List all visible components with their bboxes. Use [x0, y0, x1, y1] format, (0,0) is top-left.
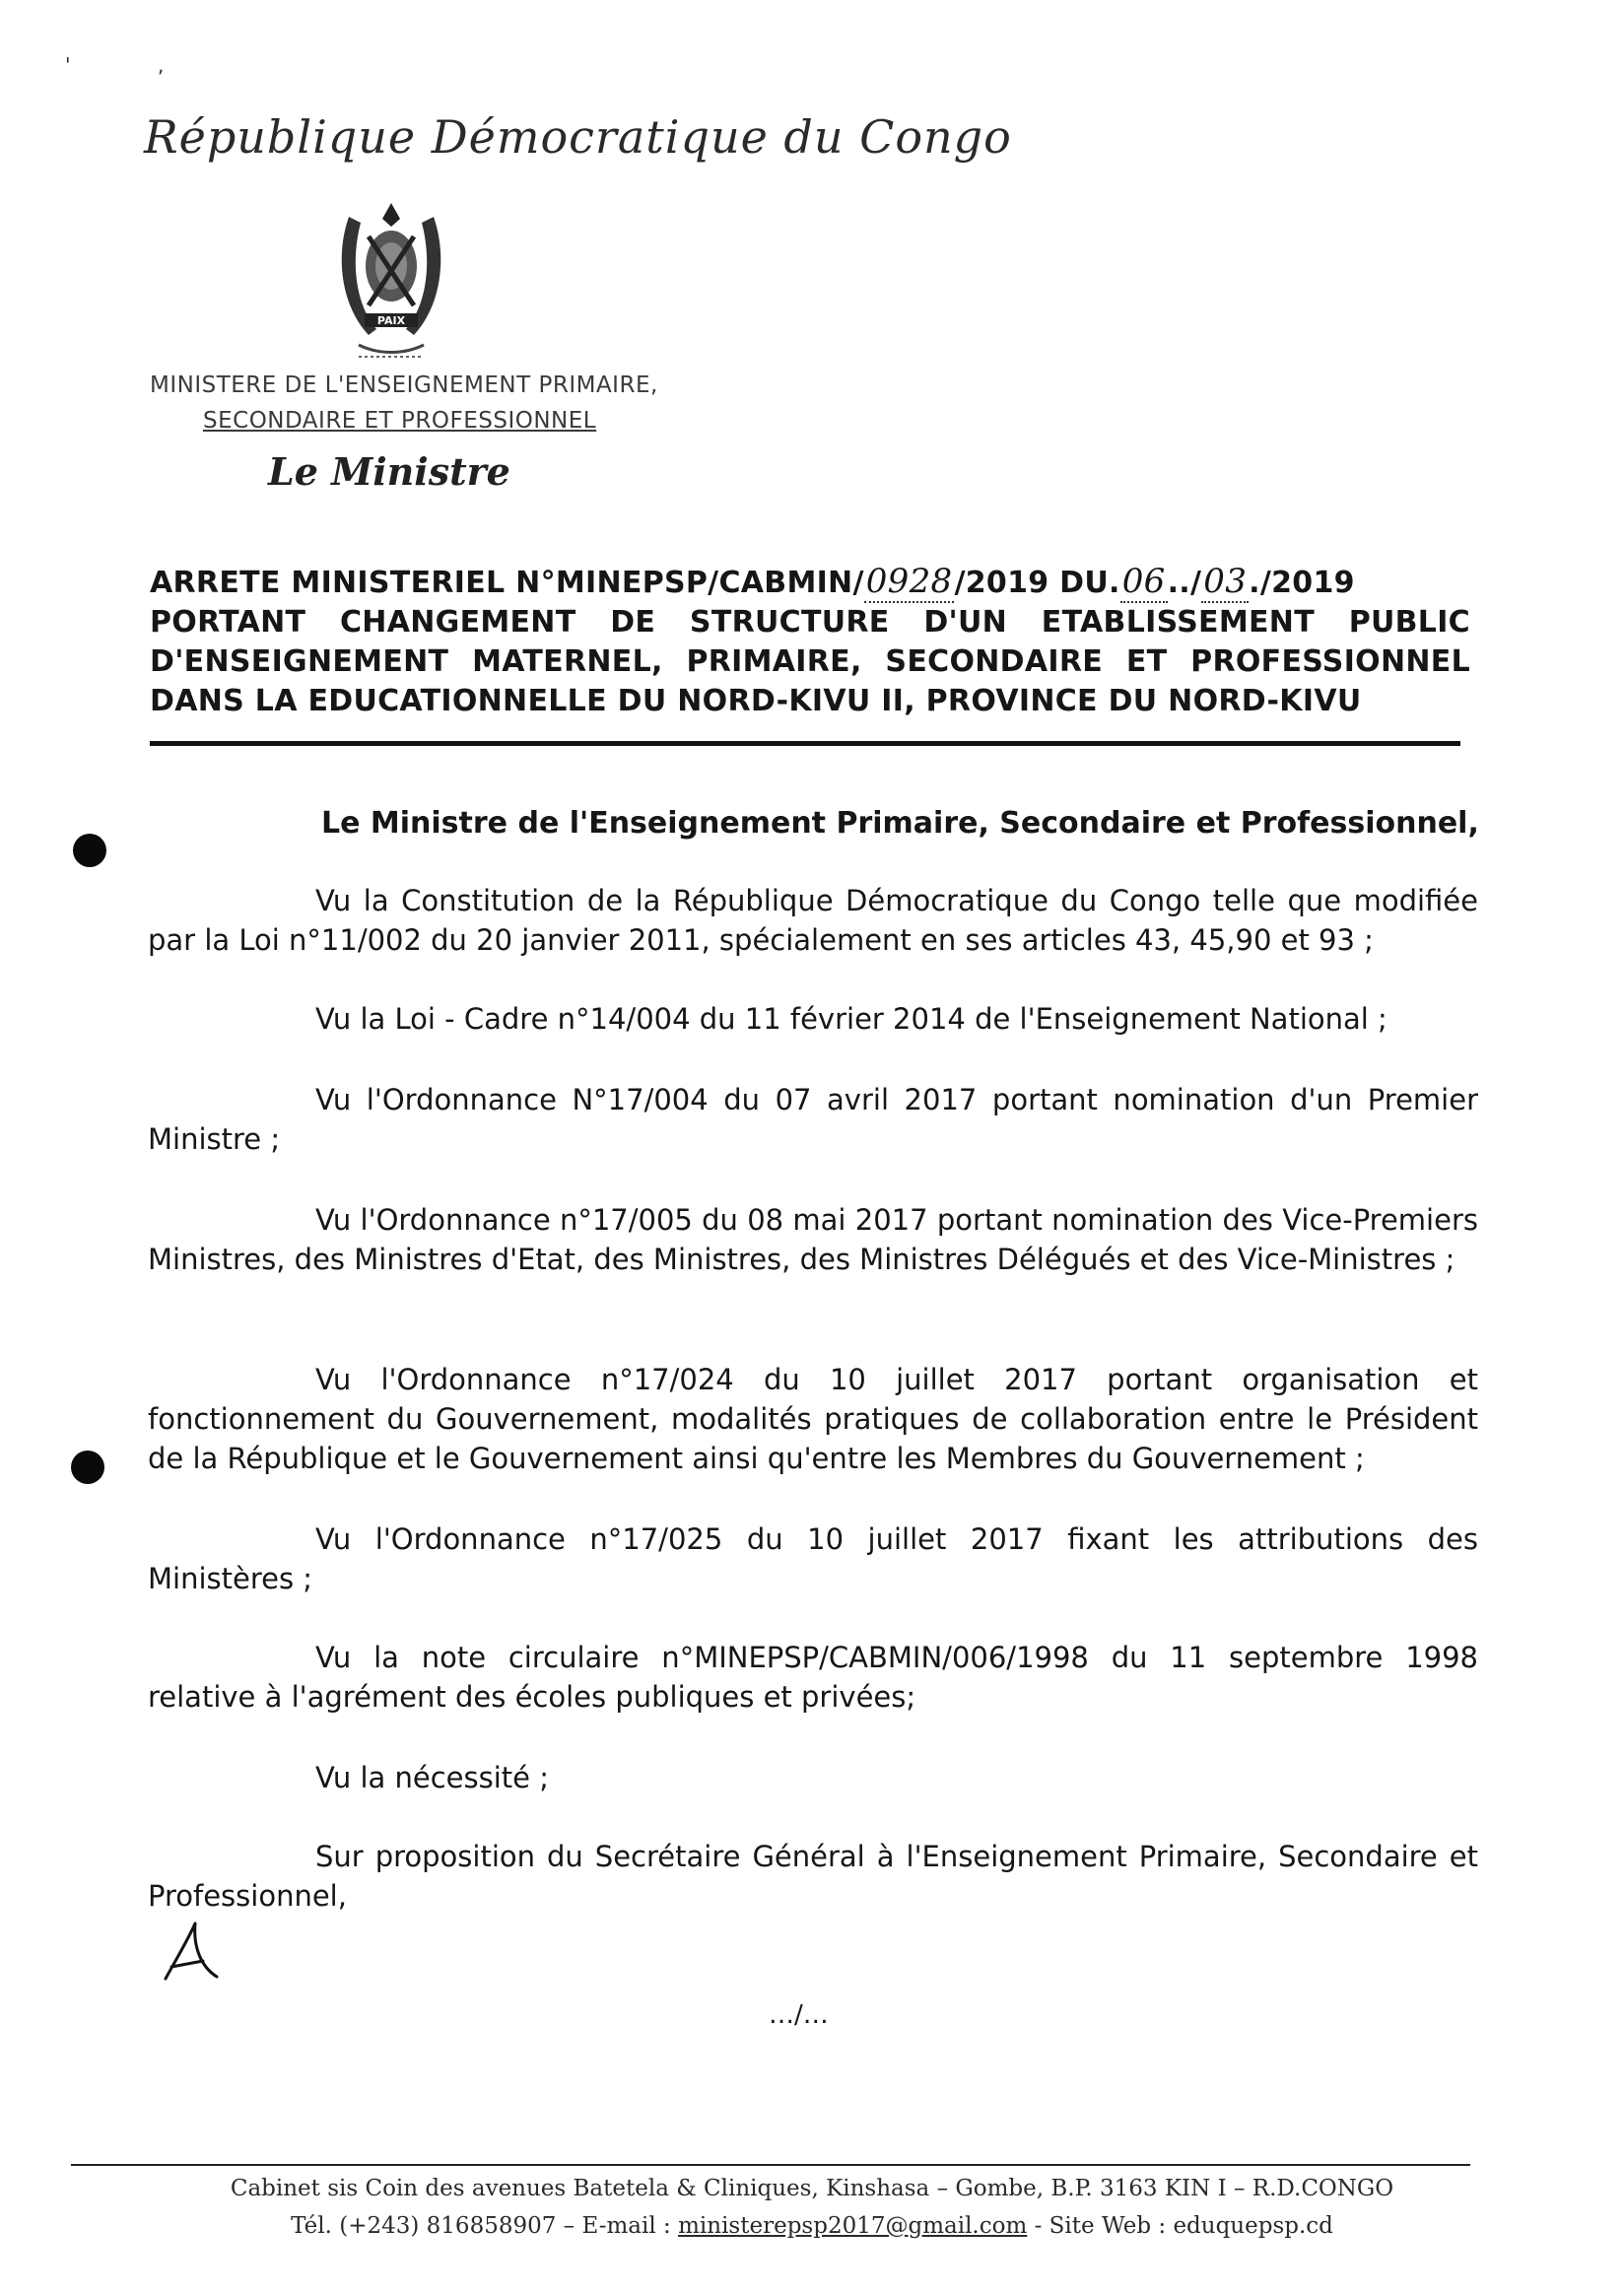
scan-mark: ': [65, 53, 71, 77]
decree-title-line-3: D'ENSEIGNEMENT MATERNEL, PRIMAIRE, SECONDAIRE ET PROFESSIONNEL: [150, 644, 1470, 679]
decree-title-line-4: DANS LA EDUCATIONNELLE DU NORD-KIVU II, PROVINCE DU NORD-KIVU: [150, 684, 1362, 718]
handwritten-initial: [158, 1918, 227, 1987]
ministry-line-2: SECONDAIRE ET PROFESSIONNEL: [203, 408, 597, 434]
email-link[interactable]: ministerepsp2017@gmail.com: [678, 2213, 1028, 2239]
decree-day: 06: [1121, 562, 1166, 601]
punch-hole: [73, 834, 106, 867]
scan-mark: ,: [158, 53, 165, 77]
recital-paragraph: Vu la Loi - Cadre n°14/004 du 11 février 2014 de l'Enseignement National ;: [315, 1002, 1387, 1036]
recital-paragraph: Vu la Constitution de la République Démocratique du Congo telle que modifiée par la Loi n°11/002 du 20 janvier 2011, spécialement en ses articles 43, 45,90 et 93 ;: [148, 884, 1478, 957]
decree-subject: Le Ministre de l'Enseignement Primaire, Secondaire et Professionnel,: [321, 806, 1479, 841]
footer-address: Cabinet sis Coin des avenues Batetela & Cliniques, Kinshasa – Gombe, B.P. 3163 KIN I – R.D.CONGO: [230, 2176, 1394, 2201]
recital-paragraph: Vu l'Ordonnance n°17/025 du 10 juillet 2017 fixant les attributions des Ministères ;: [148, 1522, 1478, 1595]
footer-contact: Tél. (+243) 816858907 – E-mail : ministerepsp2017@gmail.com - Site Web : eduquepsp.cd: [291, 2213, 1333, 2239]
ministry-line-1: MINISTERE DE L'ENSEIGNEMENT PRIMAIRE,: [150, 372, 658, 398]
recital-paragraph: Sur proposition du Secrétaire Général à l'Enseignement Primaire, Secondaire et Professionnel,: [148, 1840, 1478, 1913]
website-link[interactable]: eduquepsp.cd: [1173, 2213, 1333, 2239]
decree-number: 0928: [865, 562, 953, 601]
footer-divider: [71, 2164, 1470, 2166]
signatory-title: Le Ministre: [268, 449, 510, 494]
coat-of-arms-emblem: [329, 197, 453, 365]
recital-paragraph: Vu l'Ordonnance n°17/024 du 10 juillet 2017 portant organisation et fonctionnement du Gouvernement, modalités pratiques de collaboration entre le Président de la République et le Gouvernement ainsi qu'entre les Membres du Gouvernement ;: [148, 1363, 1478, 1475]
decree-title-line-2: PORTANT CHANGEMENT DE STRUCTURE D'UN ETABLISSEMENT PUBLIC: [150, 605, 1470, 640]
punch-hole: [71, 1451, 104, 1484]
title-divider: [150, 741, 1460, 746]
recital-paragraph: Vu l'Ordonnance n°17/005 du 08 mai 2017 portant nomination des Vice-Premiers Ministres, des Ministres d'Etat, des Ministres, des Ministres Délégués et des Vice-Ministres ;: [148, 1203, 1478, 1276]
page-continuation: …/…: [769, 2000, 829, 2030]
country-name: République Démocratique du Congo: [144, 110, 1012, 164]
decree-title-line-1: ARRETE MINISTERIEL N°MINEPSP/CABMIN/0928/2019 DU.06../03./2019: [150, 562, 1355, 601]
decree-title: [150, 562, 1470, 721]
recital-paragraph: Vu la nécessité ;: [315, 1761, 549, 1794]
recital-paragraph: Vu la note circulaire n°MINEPSP/CABMIN/006/1998 du 11 septembre 1998 relative à l'agrément des écoles publiques et privées;: [148, 1641, 1478, 1714]
decree-month: 03: [1203, 562, 1248, 601]
emblem-motto: PAIX: [376, 314, 406, 327]
recital-paragraph: Vu l'Ordonnance N°17/004 du 07 avril 2017 portant nomination d'un Premier Ministre ;: [148, 1083, 1478, 1156]
